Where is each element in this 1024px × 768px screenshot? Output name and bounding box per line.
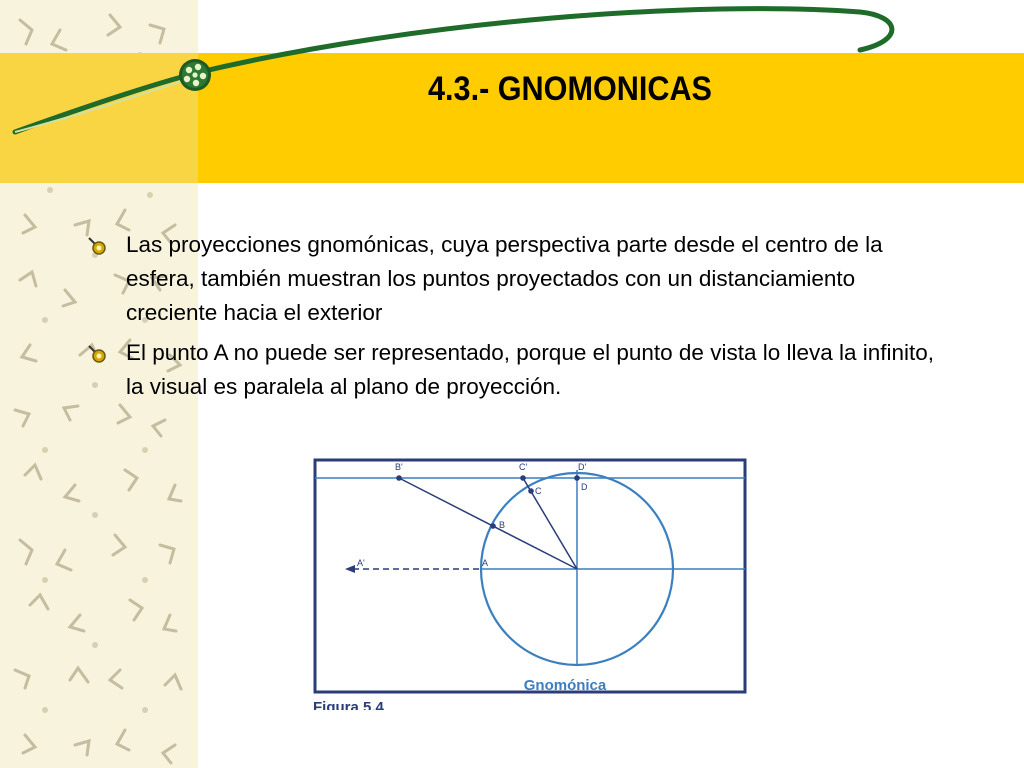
label-b-prime: B' bbox=[395, 462, 403, 472]
bullet-item bbox=[86, 228, 946, 330]
bullet-text: Las proyecciones gnomónicas, cuya perspectiva parte desde el centro de la esfera, también muestran los puntos proyectados con un distanciamiento creciente hacia el exterior bbox=[126, 232, 883, 325]
figure-number: Figura 5.4 bbox=[313, 699, 384, 710]
label-a: A bbox=[482, 558, 489, 568]
point-c-prime bbox=[520, 475, 526, 481]
label-a-prime: A' bbox=[357, 558, 365, 568]
figure-frame bbox=[315, 460, 745, 692]
bullet-item bbox=[86, 336, 946, 404]
label-c: C bbox=[535, 486, 542, 496]
bullet-gear-icon bbox=[86, 343, 108, 365]
bullet-list bbox=[86, 228, 946, 410]
point-b-prime bbox=[396, 475, 402, 481]
label-c-prime: C' bbox=[519, 462, 528, 472]
gnomonic-diagram bbox=[305, 450, 760, 710]
point-b bbox=[490, 523, 496, 529]
label-d-prime: D' bbox=[578, 462, 587, 472]
label-d: D bbox=[581, 482, 588, 492]
point-c bbox=[528, 488, 534, 494]
slide-title: 4.3.- GNOMONICAS bbox=[428, 70, 712, 108]
bullet-gear-icon bbox=[86, 235, 108, 257]
point-d-prime bbox=[574, 475, 580, 481]
ornament-ball-icon bbox=[179, 59, 211, 91]
figure-caption: Gnomónica bbox=[523, 677, 607, 694]
label-b: B bbox=[499, 520, 506, 530]
gnomonic-figure bbox=[305, 450, 760, 710]
bullet-text: El punto A no puede ser representado, porque el punto de vista lo lleva la infinito, la visual es paralela al plano de proyección. bbox=[126, 340, 935, 399]
swoosh-highlight bbox=[15, 80, 185, 132]
arrow-left-icon bbox=[345, 565, 355, 573]
